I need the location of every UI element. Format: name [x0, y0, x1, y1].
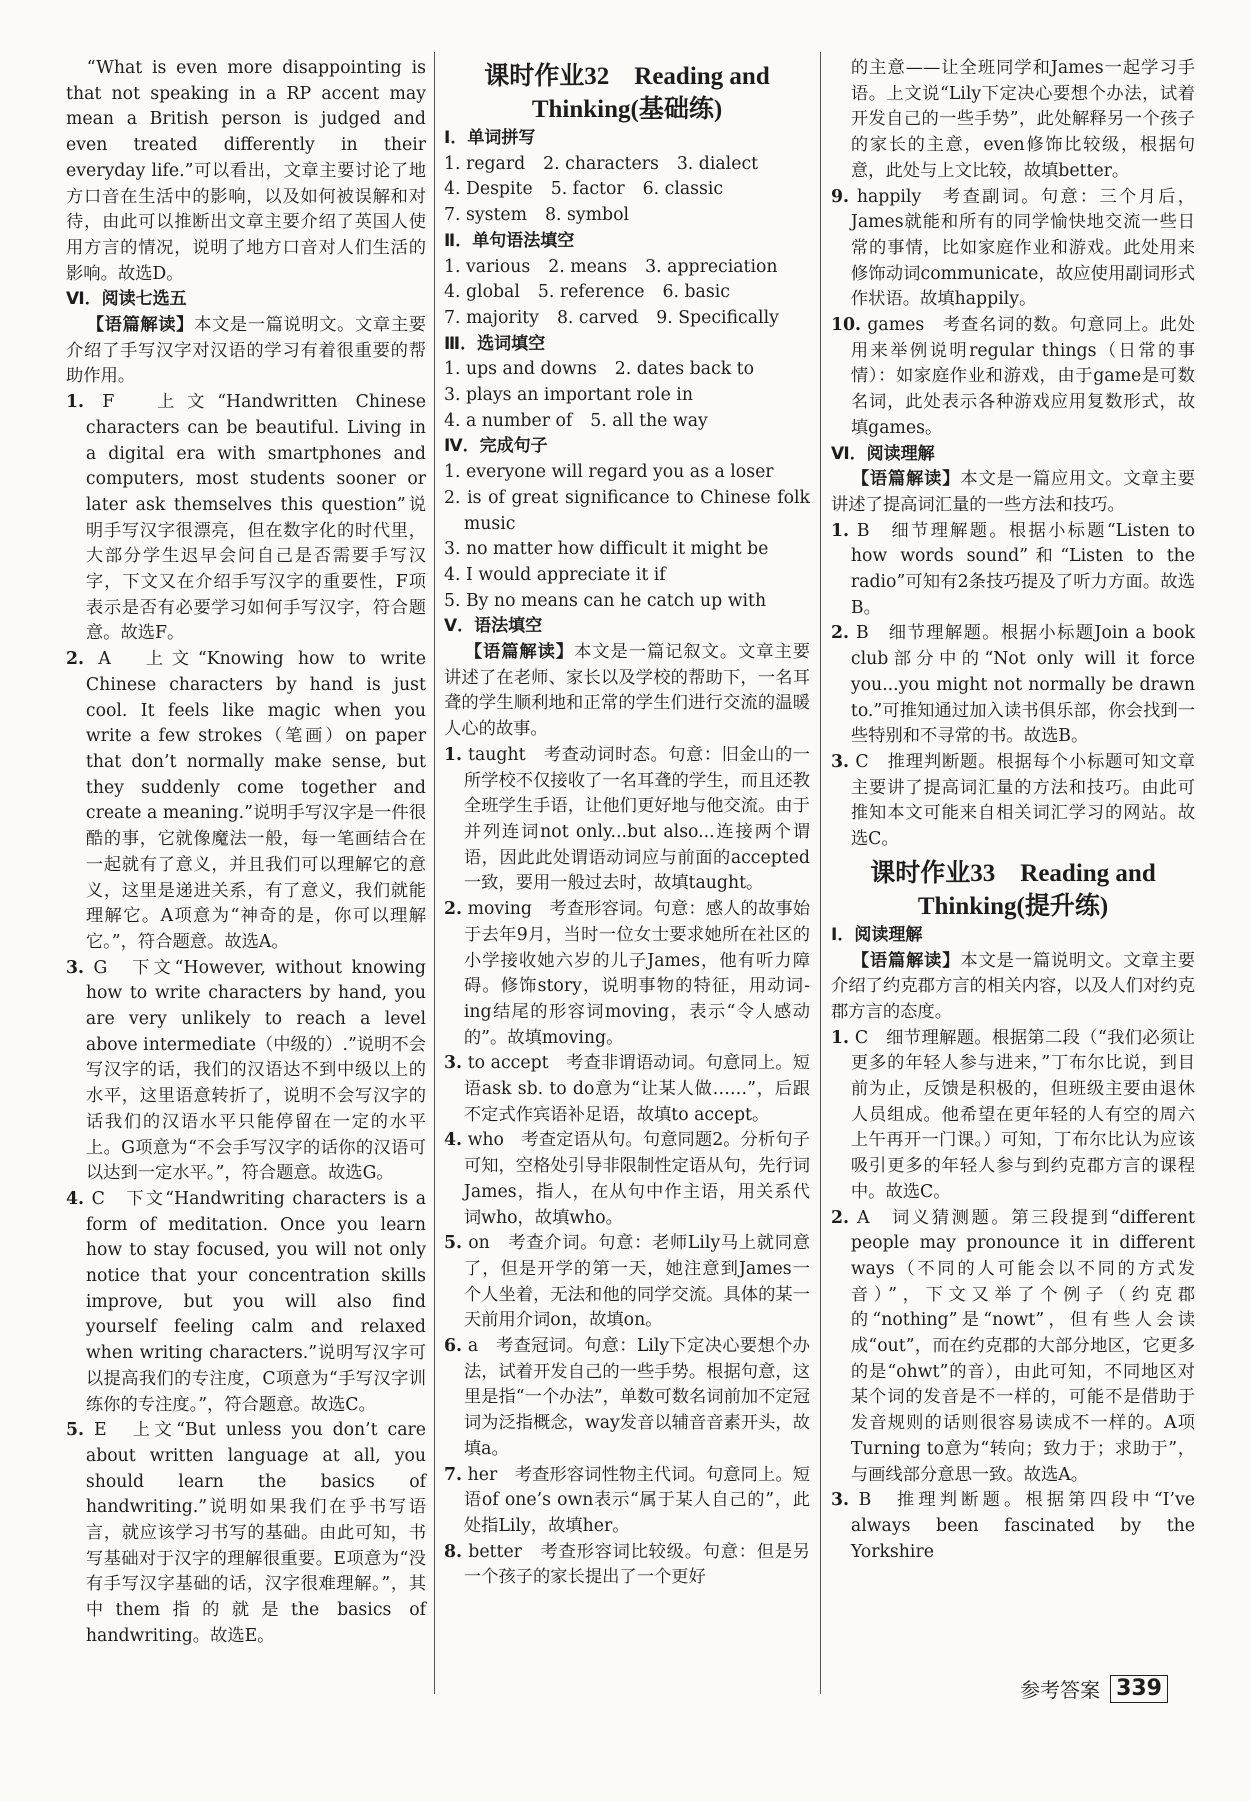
answer-item: 5. By no means can he catch up with: [444, 590, 767, 611]
answer-item: 1. B 细节理解题。根据小标题“Listen to how words sound”和“Listen to the radio”可知有2条技巧提及了听力方面。故选B。: [831, 520, 1195, 618]
passage-intro: 【语篇解读】本文是一篇说明文。文章主要介绍了手写汉字对汉语的学习有着很重要的帮助作用。: [66, 315, 426, 387]
section-heading: Ⅵ．阅读理解: [831, 443, 935, 464]
continued-explanation: 的主意——让全班同学和James一起学习手语。上文说“Lily下定决心要想个办法，试着开发自己的一些手势”，此处解释另一个孩子的家长的主意，even修饰比较级，根据句意，此处与上文比较，故填better。: [850, 58, 1195, 181]
column-divider: [820, 52, 821, 1694]
section-heading: Ⅳ．完成句子: [444, 436, 548, 457]
answer-item: 10. games 考查名词的数。句意同上。此处用来举例说明regular things（日常的事情）：如家庭作业和游戏，由于game是可数名词，此处表示各种游戏应用复数形式，故填games。: [831, 315, 1195, 438]
answer-item: 2. moving 考查形容词。句意：感人的故事始于去年9月，当时一位女士要求她所在社区的小学接收她六岁的儿子James，他有听力障碍。修饰story，说明事物的特征，用动词-ing结尾的形容词moving，表示“令人感动的”。故填moving。: [444, 899, 810, 1048]
answer-item: 3. G 下文“However, without knowing how to write characters by hand, you are very unlikely to reach a level above intermediate（中级的）.”说明不会写汉字的话，我们的汉语达不到中级以上的水平，这里语意转折了，说明不会写汉字的话我们的汉语水平只能停留在一定的水平上。G项意为“不会手写汉字的话你的汉语可以达到一定水平。”，符合题意。故选G。: [66, 957, 426, 1184]
answer-item: 2. A 上文“Knowing how to write Chinese characters by hand is just cool. It feels like magic when you write a few strokes（笔画）on paper that don’t normally make sense, but they suddenly come together and create a meaning.”说明手写汉字是一件很酷的事，它就像魔法一般，每一笔画结合在一起就有了意义，并且我们可以理解它的意义，这里是递进关系，有了意义，我们就能理解它。A项意为“神奇的是，你可以理解它。”，符合题意。故选A。: [66, 649, 426, 952]
answer-list: 1. various 2. means 3. appreciation 4. global 5. reference 6. basic 7. majority 8. carved 9. Specifically: [444, 256, 779, 328]
section-heading: Ⅴ．语法填空: [444, 616, 543, 637]
section-heading: Ⅵ．阅读七选五: [66, 289, 187, 310]
answer-item: 3. to accept 考查非谓语动词。句意同上。短语ask sb. to do意为“让某人做……”，后跟不定式作宾语补足语，故填to accept。: [444, 1053, 810, 1125]
answer-item: 3. B 推理判断题。根据第四段中“I’ve always been fascinated by the Yorkshire: [831, 1490, 1195, 1562]
answer-item: 1. F 上文“Handwritten Chinese characters can be beautiful. Living in a digital era with smartphones and computers, most students sooner or later ask themselves this question”说明手写汉字很漂亮，但在数字化的时代里，大部分学生迟早会问自己是否需要手写汉字，下文又在介绍手写汉字的重要性，F项表示是否有必要学习如何手写汉字，符合题意。故选F。: [66, 392, 427, 644]
passage-intro: 【语篇解读】本文是一篇应用文。文章主要讲述了提高词汇量的一些方法和技巧。: [831, 469, 1195, 515]
passage-intro: 【语篇解读】本文是一篇说明文。文章主要介绍了约克郡方言的相关内容，以及人们对约克郡方言的态度。: [831, 950, 1195, 1022]
answer-list: 1. regard 2. characters 3. dialect 4. Despite 5. factor 6. classic 7. system 8. symbol: [444, 153, 759, 226]
answer-item: 1. taught 考查动词时态。句意：旧金山的一所学校不仅接收了一名耳聋的学生，而且还教全班学生手语，让他们更好地与他交流。由于并列连词not only...but also...连接两个谓语，因此此处谓语动词应与前面的accepted一致，要用一般过去时，故填taught。: [444, 744, 811, 894]
lesson-title: 课时作业32 Reading and: [484, 63, 770, 90]
footer-label: 参考答案: [1020, 1678, 1101, 1702]
answer-item: 7. her 考查形容词性物主代词。句意同上。短语of one’s own表示“属于某人自己的”，此处指Lily，故填her。: [444, 1464, 810, 1536]
column-2: [444, 56, 810, 1591]
column-3: [831, 56, 1195, 1565]
section-heading: Ⅲ．选词填空: [444, 333, 546, 354]
continued-explanation: “What is even more disappointing is that not speaking in a RP accent may mean a British person is judged and even treated differently in their everyday life.”可以看出，文章主要讨论了地方口音在生活中的影响，以及如何被误解和对待，由此可以推断出文章主要介绍了英国人使用方言的情况，说明了地方口音对人们生活的影响。故选D。: [66, 58, 426, 284]
answer-item: 9. happily 考查副词。句意：三个月后，James就能和所有的同学愉快地交流一些日常的事情，比如家庭作业和游戏。此处用来修饰动词communicate，故应使用副词形式作状语。故填happily。: [831, 186, 1196, 310]
answer-item: 1. C 细节理解题。根据第二段（“我们必须让更多的年轻人参与进来，”丁布尔比说，到目前为止，反馈是积极的，但班级主要由退休人员组成。他希望在更年轻的人有空的周六上午再开一门课。）可知，丁布尔比认为应该吸引更多的年轻人参与到约克郡方言的课程中。故选C。: [831, 1027, 1196, 1202]
answer-item: 2. is of great significance to Chinese folk music: [444, 487, 810, 534]
answer-item: 1. everyone will regard you as a loser: [444, 462, 774, 483]
answer-item: 4. C 下文“Handwriting characters is a form of meditation. Once you learn how to stay focused, you will not only notice that your concentration skills improve, but you will also find yourself feeling calm and relaxed when writing characters.”说明写汉字可以提高我们的专注度，C项意为“手写汉字训练你的专注度。”，符合题意。故选C。: [66, 1188, 426, 1415]
answer-item: 4. I would appreciate it if: [444, 564, 666, 585]
passage-intro: 【语篇解读】本文是一篇记叙文。文章主要讲述了在老师、家长以及学校的帮助下，一名耳聋的学生顺利地和正常的学生们进行交流的温暖人心的故事。: [444, 642, 810, 740]
section-heading: Ⅱ．单句语法填空: [444, 230, 575, 251]
column-divider: [434, 52, 435, 1694]
page-footer: [1020, 1674, 1168, 1703]
column-1: [66, 56, 426, 1650]
lesson-subtitle: Thinking(提升练): [917, 892, 1109, 920]
answer-item: 4. who 考查定语从句。句意同题2。分析句子可知，空格处引导非限制性定语从句，先行词James，指人，在从句中作主语，用关系代词who，故填who。: [444, 1130, 811, 1228]
answer-list: 1. ups and downs 2. dates back to 3. plays an important role in 4. a number of 5. all the way: [444, 359, 755, 431]
answer-item: 3. C 推理判断题。根据每个小标题可知文章主要讲了提高词汇量的方法和技巧。由此可推知本文可能来自相关词汇学习的网站。故选C。: [831, 751, 1195, 850]
answer-item: 3. no matter how difficult it might be: [444, 539, 769, 560]
section-heading: Ⅰ．阅读理解: [831, 924, 923, 945]
section-heading: Ⅰ．单词拼写: [444, 128, 536, 148]
answer-item: 5. E 上文“But unless you don’t care about written language at all, you should learn the basics of handwriting.”说明如果我们在乎书写语言，就应该学习书写的基础。由此可知，书写基础对于汉字的理解很重要。E项意为“没有手写汉字基础的话，汉字很难理解。”，其中them指的就是the basics of handwriting。故选E。: [66, 1420, 427, 1646]
page-number: 339: [1110, 1675, 1168, 1703]
lesson-title: 课时作业33 Reading and: [870, 859, 1156, 887]
answer-item: 2. A 词义猜测题。第三段提到“different people may pronounce it in different ways（不同的人可能会以不同的方式发音）”，下文又举了个例子（约克郡的“nothing”是“nowt”，但有些人会读成“out”，而在约克郡的大部分地区，它更多的是“ohwt”的音），由此可知，不同地区对某个词的发音是不一样的，可能不是借助于发音规则的话则很容易读成不一样的。A项Turning to意为“转向；致力于；求助于”，与画线部分意思一致。故选A。: [831, 1207, 1195, 1485]
lesson-subtitle: Thinking(基础练): [531, 96, 723, 123]
answer-item: 5. on 考查介词。句意：老师Lily马上就同意了，但是开学的第一天，她注意到James一个人坐着，无法和他的同学交流。具体的某一天前用介词on，故填on。: [444, 1233, 810, 1331]
answer-item: 6. a 考查冠词。句意：Lily下定决心要想个办法，试着开发自己的一些手势。根据句意，这里是指“一个办法”，单数可数名词前加不定冠词为泛指概念，way发音以辅音音素开头，故填a。: [444, 1336, 810, 1459]
answer-item: 2. B 细节理解题。根据小标题Join a book club部分中的“Not only will it force you...you might not normally be drawn to.”可推知通过加入读书俱乐部，你会找到一些特别和不寻常的书。故选B。: [831, 623, 1195, 747]
answer-item: 8. better 考查形容词比较级。句意：但是另一个孩子的家长提出了一个更好: [444, 1541, 810, 1588]
